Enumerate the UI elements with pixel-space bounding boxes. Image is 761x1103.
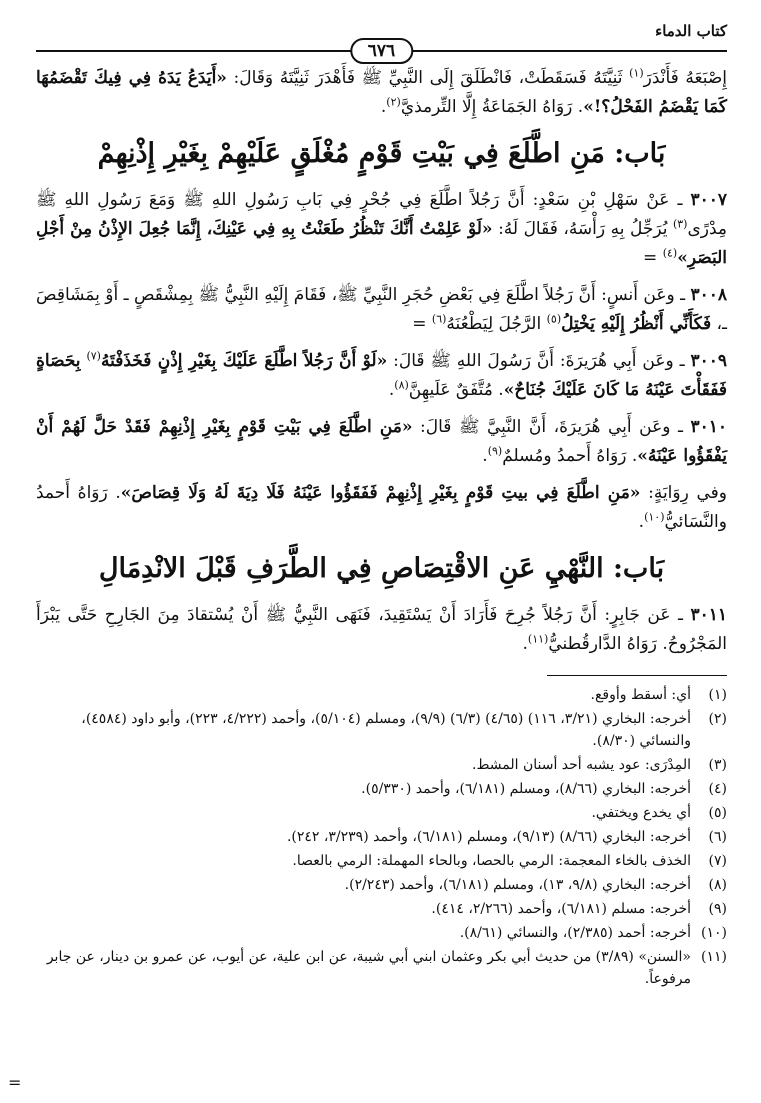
footnote-ref: (٧) <box>86 349 101 363</box>
hadith-quote: «لَوْ أَنَّ رَجُلاً اطَّلَعَ عَلَيْكَ بِغَيْرِ إِذْنٍ فَخَذَفْتَهُ <box>100 351 388 371</box>
footnote <box>36 708 727 752</box>
text: ـ عَن جَابِرٍ: أَنَّ رَجُلاً جُرِحَ فَأَرَادَ أَنْ يَسْتَقِيدَ، فَنَهَى النَّبِيُّ ﷺ أَنْ يُسْتقادَ مِنَ الجَارِحِ حَتَّى يَبْرَأَ المَجْرُوحُ. رَوَاهُ الدَّارقُطنيُّ <box>36 605 727 654</box>
hadith-number: ٣٠٠٧ <box>690 190 728 210</box>
hadith-3007 <box>36 186 727 273</box>
hadith-3008 <box>36 281 727 339</box>
text: . <box>388 380 395 400</box>
paragraph-continuation <box>36 64 727 122</box>
footnote-ref: (١) <box>629 66 644 80</box>
hadith-quote: «أَيَدَعُ يَدَهُ فِي فِيكَ تَقْضَمُهَا كَمَا يَقْضَمُ الفَحْلُ؟!» <box>36 68 727 117</box>
footnote-ref: (٢) <box>386 95 401 109</box>
chapter-heading: بَاب: مَنِ اطَّلَعَ فِي بَيْتِ قَوْمٍ مُغْلَقٍ عَلَيْهِمْ بِغَيْرِ إِذْنِهِمْ <box>97 138 666 169</box>
text: وفي رِوَايَةٍ: <box>648 483 728 503</box>
footnote-text: أخرجه: البخاري (٣/٢١، ١١٦) (٤/٦٥) (٦/٣) (٩/٩)، ومسلم (٥/١٠٤)، وأحمد (٤/٢٢٢، ٢٢٣)، وأبو داود (٤٥٨٤)، والنسائي (٨/٣٠). <box>81 711 691 749</box>
text: إِصْبَعَهُ فَأَنْدَرَ <box>643 68 727 88</box>
text: ـ وعَن أَبِي هُرَيرَةَ، أَنَّ النَّبِيَّ ﷺ قَالَ: <box>420 417 683 437</box>
hadith-quote: بِحَصَاةٍ فَفَقَأْتَ عَيْنَهُ مَا كَانَ عَلَيْكَ جُنَاحٌ» <box>36 351 727 400</box>
footnote-text: أخرجه: البخاري (٨/٦٦) (٩/١٣)، ومسلم (٦/١٨١)، وأحمد (٣/٢٣٩، ٢٤٢). <box>286 829 691 845</box>
text: = <box>412 314 427 334</box>
text: . <box>482 446 488 466</box>
footnote-text: المِدْرَى: عود يشبه أحد أسنان المشط. <box>472 757 691 773</box>
text: ـ وعَن أَبِي هُرَيرَةَ: أَنَّ رَسُولَ اللهِ ﷺ قَالَ: <box>393 351 685 371</box>
footnote-number: (١) <box>708 687 727 703</box>
text: = <box>643 248 658 268</box>
footnote-number: (٥) <box>708 805 727 821</box>
footnote-number: (٩) <box>708 901 727 917</box>
footnote <box>36 778 727 800</box>
hadith-quote: «لَوْ عَلِمْتُ أَنَّكَ تَنْظُرُ طَعَنْتُ بِهِ فِي عَيْنِكَ، إِنَّمَا جُعِلَ الإِذْنُ مِنْ أَجْلِ البَصَرِ» <box>36 219 727 268</box>
footnote-text: «السنن» (٣/٨٩) من حديث أبي بكر وعثمان ابني أبي شيبة، عن ابن علية، عن أيوب، عن عمرو بن دينار، عن جابر مرفوعاً. <box>46 949 691 987</box>
footnote-number: (١٠) <box>701 925 727 941</box>
hadith-number: ٣٠٠٩ <box>690 351 727 371</box>
footnote-text: أخرجه: مسلم (٦/١٨١)، وأحمد (٢/٢٦٦، ٤١٤). <box>431 901 691 917</box>
chapter-heading: بَاب: النَّهْيِ عَنِ الاقْتِصَاصِ فِي الطَّرَفِ قَبْلَ الانْدِمَالِ <box>98 553 665 584</box>
footnote-text: أخرجه: البخاري (٩/٨، ١٣)، ومسلم (٦/١٨١)، وأحمد (٢/٢٤٣). <box>344 877 691 893</box>
text: يُرَجِّلُ بِهِ رَأْسَهُ، فَقَالَ لَهُ: <box>498 219 668 239</box>
footnote-number: (٢) <box>708 711 727 727</box>
text: . رَوَاهُ أَحمدُ والنَّسَائيُّ <box>36 483 727 532</box>
hadith-3009 <box>36 347 727 405</box>
text: . مُتَّفَقٌ عَلَيهِنَّ <box>408 380 504 400</box>
hadith-quote: «مَنِ اطَّلَعَ فِي بيتِ قَوْمٍ بِغَيْرِ إِذْنِهِمْ فَفَقَؤُوا عَيْنَهُ فَلَا دِيَةَ لَهُ وَلَا قِصَاصَ» <box>120 483 641 503</box>
footnote-text: أخرجه: البخاري (٨/٦٦)، ومسلم (٦/١٨١)، وأحمد (٥/٣٣٠). <box>361 781 691 797</box>
hadith-number: ٣٠١٠ <box>690 417 727 437</box>
footnote-divider <box>547 675 727 676</box>
footnote-number: (٨) <box>708 877 727 893</box>
page-header <box>36 0 727 64</box>
hadith-quote: فَكَأَنِّي أَنْظُرُ إِلَيْهِ يَخْتِلُ <box>561 314 712 334</box>
text: الرَّجُلَ لِيَطْعُنَهُ <box>446 314 542 334</box>
footnote-number: (٦) <box>708 829 727 845</box>
hadith-number: ٣٠٠٨ <box>690 285 727 305</box>
hadith-number: ٣٠١١ <box>690 605 727 625</box>
footnote <box>36 850 727 872</box>
footnote-number: (١١) <box>701 949 727 965</box>
riwaya-paragraph <box>36 479 727 537</box>
text: ـ وعَن أَنسٍ: أَنَّ رَجُلاً اطَّلَعَ فِي بَعْضِ حُجَرِ النَّبِيِّ ﷺ، فَقَامَ إِلَيْهِ النَّبِيُّ ﷺ بِمِشْقَصٍ ـ أَوْ بِمَشَاقِصَ ـ، <box>36 285 727 334</box>
footnote-number: (٤) <box>708 781 727 797</box>
footnote-ref: (٥) <box>546 312 562 326</box>
footnote-text: أي: أسقط وأوقع. <box>590 687 691 703</box>
footnote <box>36 898 727 920</box>
footnote <box>36 946 727 990</box>
footnote-ref: (١١) <box>527 632 549 646</box>
text: . رَوَاهُ الجَمَاعَةُ إِلَّا التِّرمذيَّ <box>400 97 584 117</box>
text: . <box>380 97 387 117</box>
footnote-text: الخذف بالخاء المعجمة: الرمي بالحصا، وبالحاء المهملة: الرمي بالعصا. <box>292 853 691 869</box>
text: . <box>638 512 645 532</box>
footnote-ref: (٤) <box>662 246 678 260</box>
text: ـ عَنْ سَهْلِ بْنِ سَعْدٍ: أَنَّ رَجُلاً اطَّلَعَ فِي جُحْرٍ فِي بَابِ رَسُولِ اللهِ ﷺ وَمَعَ رَسُولِ اللهِ ﷺ مِدْرًى <box>36 190 728 239</box>
footnote <box>36 684 727 706</box>
footnote <box>36 754 727 776</box>
footnote-number: (٧) <box>708 853 727 869</box>
hadith-3011 <box>36 601 727 659</box>
main-text <box>36 64 727 659</box>
text: . رَوَاهُ أَحمدُ ومُسلمٌ <box>502 446 638 466</box>
continuation-mark: = <box>8 1073 22 1092</box>
footnote-text: أخرجه: أحمد (٢/٣٨٥)، والنسائي (٨/٦١). <box>459 925 691 941</box>
footnote-ref: (٩) <box>487 444 503 458</box>
footnotes <box>36 684 727 990</box>
footnote-ref: (٣) <box>672 217 688 231</box>
hadith-3010 <box>36 413 727 471</box>
footnote-ref: (٨) <box>394 378 409 392</box>
running-title: كتاب الدماء <box>655 22 727 40</box>
footnote-ref: (١٠) <box>644 510 665 524</box>
footnote-text: أي يخدع ويختفي. <box>591 805 691 821</box>
page-number: ٦٧٦ <box>350 38 413 64</box>
text: . <box>522 634 528 654</box>
footnote <box>36 826 727 848</box>
footnote <box>36 922 727 944</box>
footnote <box>36 802 727 824</box>
text: ثَنِيَّتَهُ فَسَقَطَتْ، فَانْطَلَقَ إِلَى النَّبِيِّ ﷺ فَأَهْدَرَ ثَنِيَّتَهُ وَقَالَ: <box>233 68 623 88</box>
footnote-ref: (٦) <box>431 312 447 326</box>
footnote-number: (٣) <box>708 757 727 773</box>
footnote <box>36 874 727 896</box>
hadith-quote: «مَنِ اطَّلَعَ فِي بَيْتِ قَوْمٍ بِغَيْرِ إِذْنِهِمْ فَقَدْ حَلَّ لَهُمْ أَنْ يَفْقَؤُوا عَيْنَهُ» <box>36 417 727 466</box>
page <box>36 0 727 1103</box>
